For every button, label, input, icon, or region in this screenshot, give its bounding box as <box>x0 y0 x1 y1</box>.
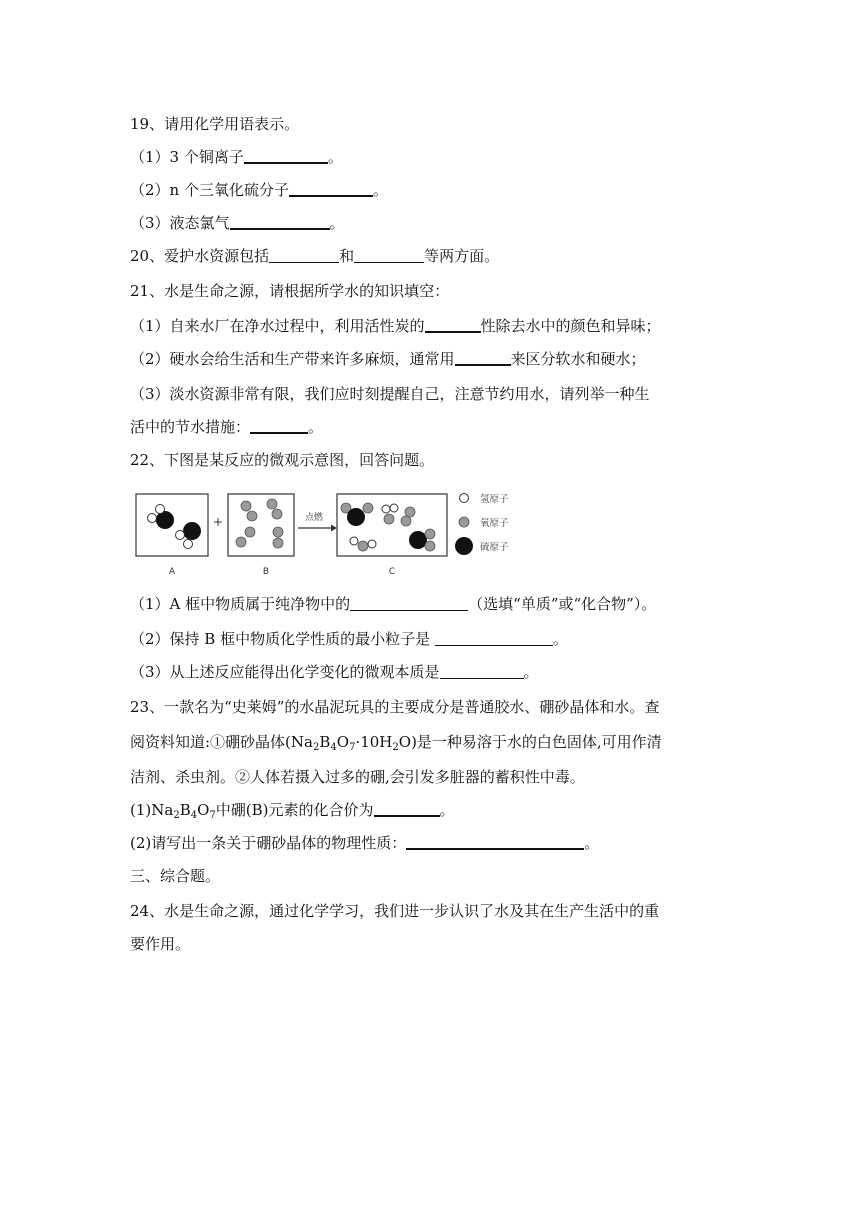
q19-item1 <box>130 147 343 167</box>
box-b-label: B <box>262 567 270 577</box>
plus-sign: + <box>212 515 224 529</box>
answer-blank[interactable] <box>244 147 328 164</box>
legend-hydrogen-icon <box>460 494 469 503</box>
q20-text: 20、爱护水资源包括 <box>130 247 270 265</box>
subscript: 4 <box>190 810 198 821</box>
q21-item2-end: 来区分软水和硬水； <box>510 350 646 368</box>
q22-item2-end: 。 <box>552 630 568 648</box>
q21-item2-text: （2）硬水会给生活和生产带来许多麻烦，通常用 <box>130 350 455 368</box>
q19-item2 <box>130 180 388 200</box>
subscript: 2 <box>392 742 399 753</box>
legend-hydrogen-label: 氢原子 <box>480 494 509 505</box>
q19-item1-end: 。 <box>327 148 343 166</box>
q23-item1 <box>130 800 455 820</box>
q21-item3-text: 活中的节水措施： <box>130 418 251 436</box>
box-c-label: C <box>388 567 396 577</box>
q23-item2 <box>130 833 599 853</box>
q22-item1 <box>130 594 656 614</box>
q23-item1-formula-b: B <box>179 801 191 819</box>
answer-blank[interactable] <box>269 247 339 263</box>
answer-blank[interactable] <box>406 833 584 850</box>
q22-item2-text: （2）保持 B 框中物质化学性质的最小粒子是 <box>130 630 435 648</box>
answer-blank[interactable] <box>250 417 308 434</box>
q22-item3-end: 。 <box>523 663 539 681</box>
q21-item1-text: （1）自来水厂在净水过程中，利用活性炭的 <box>130 317 425 335</box>
q21-item3-line2 <box>130 417 323 437</box>
q21-item3-end: 。 <box>308 418 324 436</box>
q24-line1: 24、水是生命之源，通过化学学习，我们进一步认识了水及其在生产生活中的重 <box>130 902 660 920</box>
q22-title: 22、下图是某反应的微观示意图，回答问题。 <box>130 451 435 469</box>
q20-end: 等两方面。 <box>424 247 500 265</box>
box-a-label: A <box>168 567 176 577</box>
q23-item1-end: 。 <box>439 801 455 819</box>
q19-item3 <box>130 213 345 233</box>
q23-formula-c: O <box>336 733 350 751</box>
subscript: 2 <box>312 742 320 753</box>
legend-sulfur-icon <box>455 537 473 555</box>
q22-item3 <box>130 662 539 682</box>
oxygen-molecules <box>236 499 283 548</box>
legend-oxygen-icon <box>459 517 469 527</box>
answer-blank[interactable] <box>425 316 481 333</box>
q23-line2 <box>130 732 662 752</box>
q21-title: 21、水是生命之源，请根据所学水的知识填空： <box>130 282 450 300</box>
q23-line1: 23、一款名为“史莱姆”的水晶泥玩具的主要成分是普通胶水、硼砂晶体和水。查 <box>130 698 660 716</box>
q23-item2-end: 。 <box>584 834 600 852</box>
answer-blank[interactable] <box>455 349 511 366</box>
q19-item1-text: （1）3 个铜离子 <box>130 148 244 166</box>
q19-item2-text: （2）n 个三氧化硫分子 <box>130 181 289 199</box>
water-molecule-1 <box>382 504 398 524</box>
q20 <box>130 246 499 266</box>
so2-molecule-2 <box>409 529 435 551</box>
answer-blank[interactable] <box>435 630 553 646</box>
answer-blank[interactable] <box>230 213 330 230</box>
box-b <box>228 494 294 556</box>
q21-item3-line1: （3）淡水资源非常有限，我们应时刻提醒自己，注意节约用水，请列举一种生 <box>130 385 650 403</box>
so2-molecule-1 <box>341 503 373 526</box>
subscript: 2 <box>173 810 180 821</box>
q19-item3-end: 。 <box>329 214 345 232</box>
q23-formula-d: ·10H <box>355 733 393 751</box>
q19-item2-end: 。 <box>372 181 388 199</box>
subscript: 7 <box>349 742 356 753</box>
q21-item2 <box>130 349 646 369</box>
oxygen-leftover <box>401 507 415 526</box>
subscript: 7 <box>209 810 216 821</box>
answer-blank[interactable] <box>289 180 373 197</box>
q23-line2-rest: O)是一种易溶于水的白色固体,可用作清 <box>398 733 662 751</box>
q23-line3: 洁剂、杀虫剂。②人体若摄入过多的硼,会引发多脏器的蓄积性中毒。 <box>130 768 585 786</box>
answer-blank[interactable] <box>350 595 468 611</box>
q23-item2-text: (2)请写出一条关于硼砂晶体的物理性质： <box>130 834 407 852</box>
q23-item1-formula-c: O <box>197 801 210 819</box>
q21-item1-end: 性除去水中的颜色和异味； <box>480 317 661 335</box>
molecule-h2s-1 <box>148 505 175 530</box>
subscript: 4 <box>330 742 337 753</box>
q19-item3-text: （3）液态氯气 <box>130 214 230 232</box>
arrow-head <box>331 525 337 532</box>
reaction-diagram <box>130 488 550 578</box>
arrow-label: 点燃 <box>304 513 324 523</box>
q19-title: 19、请用化学用语表示。 <box>130 115 300 133</box>
answer-blank[interactable] <box>440 663 524 679</box>
q23-item1-text: 中硼(B)元素的化合价为 <box>215 801 374 819</box>
q23-item1-formula-a: (1)Na <box>130 801 174 819</box>
legend-sulfur-label: 硫原子 <box>480 542 509 553</box>
molecule-h2s-2 <box>176 522 202 549</box>
q20-mid: 和 <box>339 247 355 265</box>
water-molecule-2 <box>350 537 376 551</box>
answer-blank[interactable] <box>374 800 440 817</box>
q21-item1 <box>130 316 661 336</box>
q22-item3-text: （3）从上述反应能得出化学变化的微观本质是 <box>130 663 440 681</box>
q22-item1-text: （1）A 框中物质属于纯净物中的 <box>130 595 351 613</box>
q24-line2: 要作用。 <box>130 935 191 953</box>
q22-item1-end: （选填“单质”或“化合物”）。 <box>468 595 657 613</box>
q23-formula-b: B <box>319 733 331 751</box>
answer-blank[interactable] <box>354 247 424 263</box>
q23-formula-a: 阅资料知道:①硼砂晶体(Na <box>130 733 313 751</box>
q22-item2 <box>130 629 568 649</box>
legend-oxygen-label: 氧原子 <box>480 518 509 529</box>
section-heading: 三、综合题。 <box>130 867 221 885</box>
